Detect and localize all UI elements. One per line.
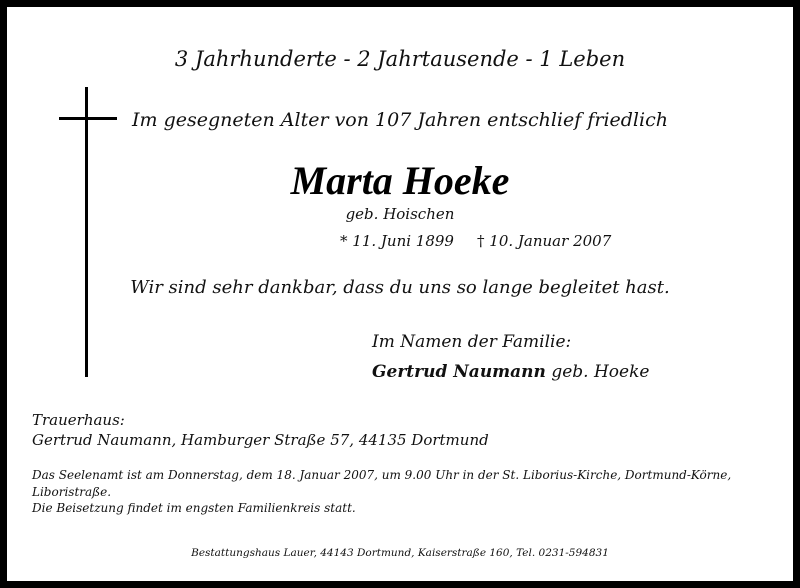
family-intro: Im Namen der Familie:: [372, 332, 572, 352]
signer-maiden-name: geb. Hoeke: [551, 362, 650, 382]
signer-name: Gertrud Naumann: [372, 362, 546, 382]
deceased-name: Marta Hoeke: [290, 158, 510, 203]
service-text: Das Seelenamt ist am Donnerstag, dem 18. Januar 2007, um 9.00 Uhr in der St. Liborius-Kirche, Dortmund-Körne, Liboristraße.: [32, 468, 732, 499]
maiden-name: geb. Hoischen: [345, 205, 455, 223]
mourning-house-address: Gertrud Naumann, Hamburger Straße 57, 44135 Dortmund: [32, 431, 489, 449]
birth-symbol: *: [340, 232, 348, 250]
signer-line: [372, 362, 649, 382]
intro-line: Im gesegneten Alter von 107 Jahren entschlief friedlich: [132, 109, 668, 131]
death-date: 10. Januar 2007: [489, 232, 612, 250]
birth-date: 11. Juni 1899: [352, 232, 454, 250]
mourning-house-label: Trauerhaus:: [32, 411, 125, 429]
birth-date-line: [340, 232, 454, 250]
funeral-home-line: Bestattungshaus Lauer, 44143 Dortmund, Kaiserstraße 160, Tel. 0231-594831: [191, 547, 609, 559]
death-symbol: †: [477, 232, 485, 250]
tagline: 3 Jahrhunderte - 2 Jahrtausende - 1 Leben: [174, 47, 626, 71]
burial-text: Die Beisetzung findet im engsten Familienkreis statt.: [32, 501, 356, 515]
death-date-line: [477, 232, 611, 250]
thanks-line: Wir sind sehr dankbar, dass du uns so lange begleitet hast.: [130, 277, 670, 298]
